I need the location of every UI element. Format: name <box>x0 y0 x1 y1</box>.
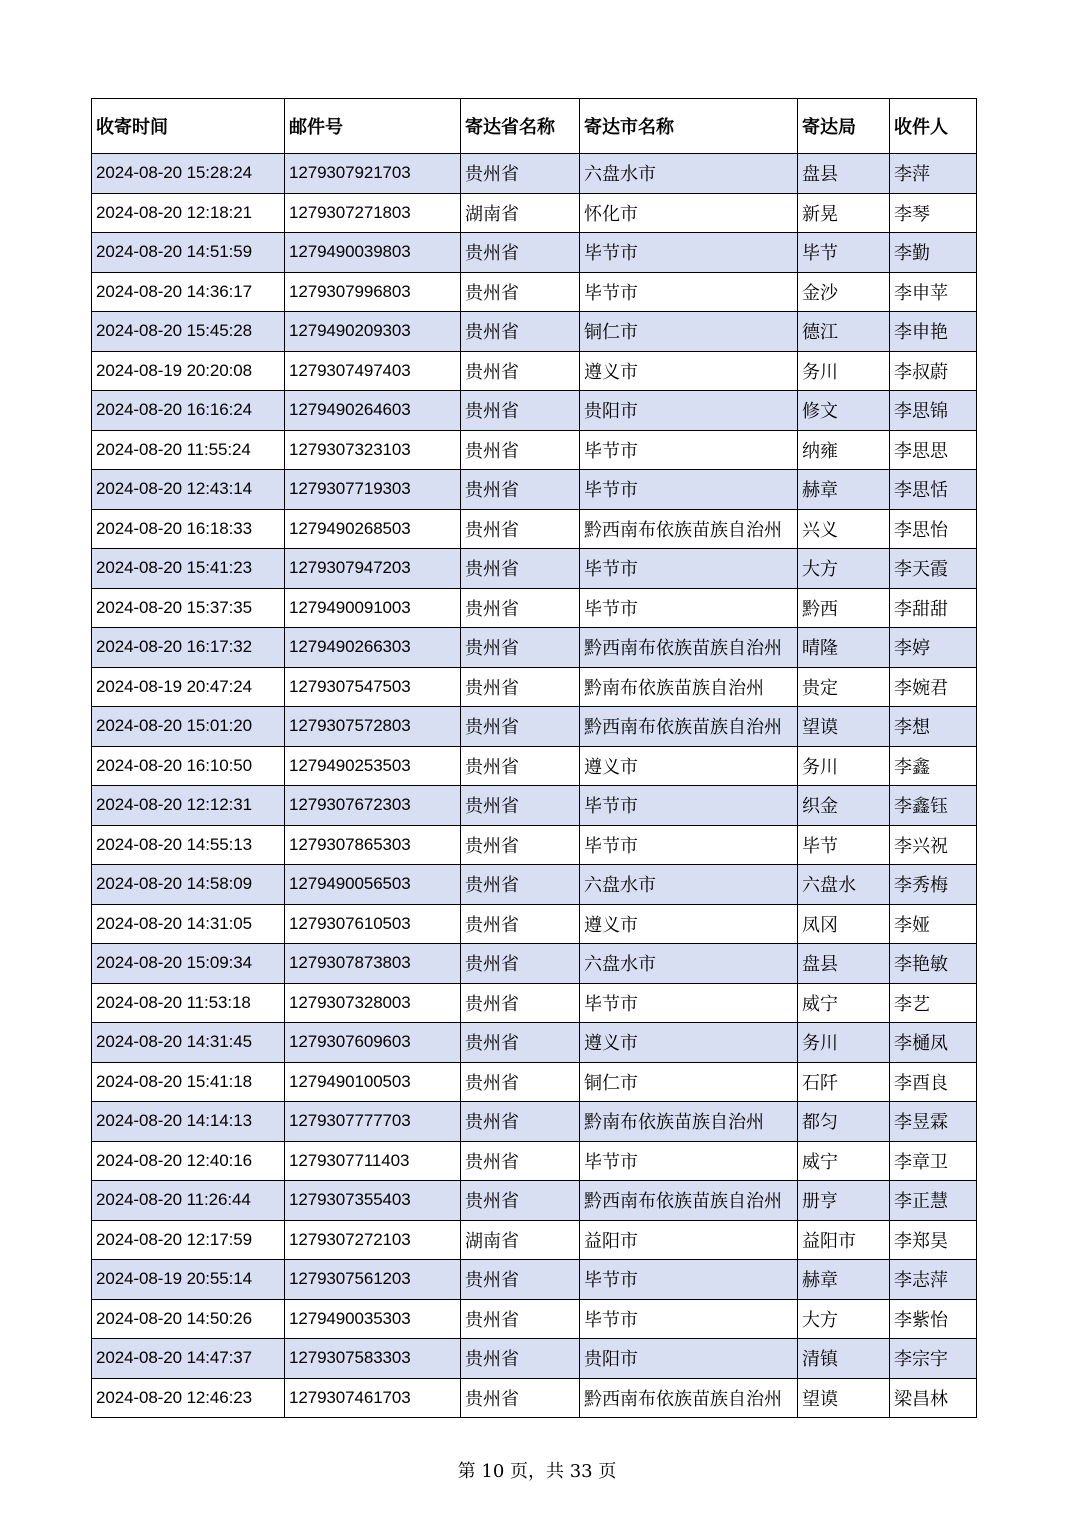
table-row <box>92 1141 977 1181</box>
posting-time-cell: 2024-08-20 16:16:24 <box>92 391 285 431</box>
recipient-cell: 李婉君 <box>890 667 977 707</box>
city-cell: 怀化市 <box>580 193 798 233</box>
office-cell: 务川 <box>798 351 890 391</box>
recipient-cell: 李樋凤 <box>890 1023 977 1063</box>
posting-time-cell: 2024-08-20 14:58:09 <box>92 865 285 905</box>
recipient-cell: 李思怡 <box>890 509 977 549</box>
city-cell: 遵义市 <box>580 904 798 944</box>
posting-time-cell: 2024-08-20 15:37:35 <box>92 588 285 628</box>
province-cell: 贵州省 <box>461 312 580 352</box>
table-row <box>92 193 977 233</box>
city-cell: 六盘水市 <box>580 154 798 194</box>
table-row <box>92 549 977 589</box>
recipient-cell: 梁昌林 <box>890 1378 977 1418</box>
mail-number-cell: 1279307610503 <box>285 904 461 944</box>
city-cell: 六盘水市 <box>580 944 798 984</box>
recipient-cell: 李秀梅 <box>890 865 977 905</box>
province-cell: 贵州省 <box>461 1299 580 1339</box>
mail-number-cell: 1279307996803 <box>285 272 461 312</box>
posting-time-cell: 2024-08-20 15:01:20 <box>92 707 285 747</box>
table-row <box>92 1378 977 1418</box>
province-cell: 贵州省 <box>461 1260 580 1300</box>
province-cell: 贵州省 <box>461 1023 580 1063</box>
recipient-cell: 李鑫 <box>890 746 977 786</box>
recipient-cell: 李昱霖 <box>890 1102 977 1142</box>
mail-number-cell: 1279307719303 <box>285 470 461 510</box>
province-cell: 贵州省 <box>461 588 580 628</box>
office-cell: 金沙 <box>798 272 890 312</box>
recipient-cell: 李思锦 <box>890 391 977 431</box>
mail-number-cell: 1279307711403 <box>285 1141 461 1181</box>
posting-time-cell: 2024-08-20 14:50:26 <box>92 1299 285 1339</box>
office-cell: 大方 <box>798 1299 890 1339</box>
table-row <box>92 1299 977 1339</box>
posting-time-cell: 2024-08-20 15:28:24 <box>92 154 285 194</box>
recipient-cell: 李琴 <box>890 193 977 233</box>
recipient-cell: 李兴祝 <box>890 825 977 865</box>
city-cell: 黔西南布依族苗族自治州 <box>580 707 798 747</box>
office-cell: 赫章 <box>798 1260 890 1300</box>
city-cell: 毕节市 <box>580 233 798 273</box>
office-cell: 毕节 <box>798 825 890 865</box>
recipient-cell: 李叔蔚 <box>890 351 977 391</box>
city-cell: 黔西南布依族苗族自治州 <box>580 628 798 668</box>
office-cell: 贵定 <box>798 667 890 707</box>
city-cell: 毕节市 <box>580 588 798 628</box>
recipient-cell: 李娅 <box>890 904 977 944</box>
recipient-cell: 李勤 <box>890 233 977 273</box>
posting-time-cell: 2024-08-20 14:31:45 <box>92 1023 285 1063</box>
office-cell: 都匀 <box>798 1102 890 1142</box>
city-cell: 黔南布依族苗族自治州 <box>580 667 798 707</box>
table-row <box>92 233 977 273</box>
posting-time-cell: 2024-08-20 12:43:14 <box>92 470 285 510</box>
city-cell: 遵义市 <box>580 746 798 786</box>
mail-number-cell: 1279490035303 <box>285 1299 461 1339</box>
mail-number-cell: 1279307921703 <box>285 154 461 194</box>
posting-time-cell: 2024-08-20 11:53:18 <box>92 983 285 1023</box>
city-cell: 铜仁市 <box>580 312 798 352</box>
province-cell: 贵州省 <box>461 391 580 431</box>
column-header-destination-province: 寄达省名称 <box>461 99 580 154</box>
mail-number-cell: 1279490268503 <box>285 509 461 549</box>
mail-number-cell: 1279490264603 <box>285 391 461 431</box>
office-cell: 册亨 <box>798 1181 890 1221</box>
table-row <box>92 1260 977 1300</box>
column-header-recipient: 收件人 <box>890 99 977 154</box>
recipient-cell: 李正慧 <box>890 1181 977 1221</box>
office-cell: 兴义 <box>798 509 890 549</box>
office-cell: 益阳市 <box>798 1220 890 1260</box>
office-cell: 毕节 <box>798 233 890 273</box>
office-cell: 大方 <box>798 549 890 589</box>
office-cell: 清镇 <box>798 1339 890 1379</box>
city-cell: 毕节市 <box>580 549 798 589</box>
mail-number-cell: 1279490091003 <box>285 588 461 628</box>
column-header-destination-city: 寄达市名称 <box>580 99 798 154</box>
recipient-cell: 李申苹 <box>890 272 977 312</box>
posting-time-cell: 2024-08-20 12:12:31 <box>92 786 285 826</box>
mail-number-cell: 1279490209303 <box>285 312 461 352</box>
posting-time-cell: 2024-08-20 14:14:13 <box>92 1102 285 1142</box>
city-cell: 毕节市 <box>580 1260 798 1300</box>
mail-number-cell: 1279307461703 <box>285 1378 461 1418</box>
recipient-cell: 李志萍 <box>890 1260 977 1300</box>
city-cell: 毕节市 <box>580 786 798 826</box>
province-cell: 贵州省 <box>461 470 580 510</box>
office-cell: 纳雍 <box>798 430 890 470</box>
posting-time-cell: 2024-08-20 14:36:17 <box>92 272 285 312</box>
posting-time-cell: 2024-08-20 16:17:32 <box>92 628 285 668</box>
province-cell: 贵州省 <box>461 351 580 391</box>
recipient-cell: 李郑昊 <box>890 1220 977 1260</box>
posting-time-cell: 2024-08-20 14:31:05 <box>92 904 285 944</box>
posting-time-cell: 2024-08-20 11:26:44 <box>92 1181 285 1221</box>
province-cell: 贵州省 <box>461 233 580 273</box>
province-cell: 贵州省 <box>461 154 580 194</box>
mail-number-cell: 1279307328003 <box>285 983 461 1023</box>
posting-time-cell: 2024-08-20 16:10:50 <box>92 746 285 786</box>
posting-time-cell: 2024-08-20 11:55:24 <box>92 430 285 470</box>
recipient-cell: 李宗宇 <box>890 1339 977 1379</box>
city-cell: 黔西南布依族苗族自治州 <box>580 509 798 549</box>
posting-time-cell: 2024-08-20 15:45:28 <box>92 312 285 352</box>
table-row <box>92 904 977 944</box>
office-cell: 望谟 <box>798 707 890 747</box>
table-row <box>92 746 977 786</box>
recipient-cell: 李酉良 <box>890 1062 977 1102</box>
mail-number-cell: 1279307865303 <box>285 825 461 865</box>
province-cell: 贵州省 <box>461 786 580 826</box>
office-cell: 晴隆 <box>798 628 890 668</box>
posting-time-cell: 2024-08-20 12:17:59 <box>92 1220 285 1260</box>
recipient-cell: 李思思 <box>890 430 977 470</box>
mail-number-cell: 1279307672303 <box>285 786 461 826</box>
office-cell: 望谟 <box>798 1378 890 1418</box>
city-cell: 黔西南布依族苗族自治州 <box>580 1181 798 1221</box>
province-cell: 贵州省 <box>461 904 580 944</box>
office-cell: 黔西 <box>798 588 890 628</box>
province-cell: 贵州省 <box>461 509 580 549</box>
mail-number-cell: 1279490266303 <box>285 628 461 668</box>
city-cell: 黔西南布依族苗族自治州 <box>580 1378 798 1418</box>
recipient-cell: 李章卫 <box>890 1141 977 1181</box>
province-cell: 贵州省 <box>461 707 580 747</box>
city-cell: 铜仁市 <box>580 1062 798 1102</box>
province-cell: 贵州省 <box>461 667 580 707</box>
table-row <box>92 272 977 312</box>
recipient-cell: 李紫怡 <box>890 1299 977 1339</box>
table-row <box>92 983 977 1023</box>
city-cell: 贵阳市 <box>580 1339 798 1379</box>
table-row <box>92 865 977 905</box>
column-header-destination-office: 寄达局 <box>798 99 890 154</box>
province-cell: 贵州省 <box>461 1181 580 1221</box>
office-cell: 新晃 <box>798 193 890 233</box>
posting-time-cell: 2024-08-20 12:40:16 <box>92 1141 285 1181</box>
recipient-cell: 李申艳 <box>890 312 977 352</box>
posting-time-cell: 2024-08-20 12:18:21 <box>92 193 285 233</box>
office-cell: 盘县 <box>798 944 890 984</box>
city-cell: 遵义市 <box>580 1023 798 1063</box>
table-row <box>92 1102 977 1142</box>
mail-number-cell: 1279307609603 <box>285 1023 461 1063</box>
column-header-posting-time: 收寄时间 <box>92 99 285 154</box>
table-row <box>92 707 977 747</box>
posting-time-cell: 2024-08-20 15:41:23 <box>92 549 285 589</box>
mail-records-table <box>91 98 977 1418</box>
table-row <box>92 391 977 431</box>
city-cell: 毕节市 <box>580 272 798 312</box>
recipient-cell: 李鑫钰 <box>890 786 977 826</box>
office-cell: 务川 <box>798 1023 890 1063</box>
province-cell: 贵州省 <box>461 944 580 984</box>
recipient-cell: 李想 <box>890 707 977 747</box>
province-cell: 贵州省 <box>461 272 580 312</box>
province-cell: 贵州省 <box>461 430 580 470</box>
recipient-cell: 李甜甜 <box>890 588 977 628</box>
page-number-footer: 第 10 页，共 33 页 <box>457 1461 617 1482</box>
recipient-cell: 李艳敏 <box>890 944 977 984</box>
province-cell: 贵州省 <box>461 746 580 786</box>
table-row <box>92 1023 977 1063</box>
column-header-mail-number: 邮件号 <box>285 99 461 154</box>
mail-number-cell: 1279490253503 <box>285 746 461 786</box>
province-cell: 贵州省 <box>461 1141 580 1181</box>
city-cell: 毕节市 <box>580 430 798 470</box>
mail-number-cell: 1279307355403 <box>285 1181 461 1221</box>
province-cell: 贵州省 <box>461 1339 580 1379</box>
table-header-row <box>92 99 977 154</box>
table-row <box>92 786 977 826</box>
recipient-cell: 李萍 <box>890 154 977 194</box>
province-cell: 贵州省 <box>461 1102 580 1142</box>
table-row <box>92 470 977 510</box>
recipient-cell: 李思恬 <box>890 470 977 510</box>
table-row <box>92 825 977 865</box>
posting-time-cell: 2024-08-20 14:47:37 <box>92 1339 285 1379</box>
table-row <box>92 628 977 668</box>
recipient-cell: 李艺 <box>890 983 977 1023</box>
table-row <box>92 1220 977 1260</box>
city-cell: 黔南布依族苗族自治州 <box>580 1102 798 1142</box>
posting-time-cell: 2024-08-19 20:55:14 <box>92 1260 285 1300</box>
mail-number-cell: 1279307547503 <box>285 667 461 707</box>
office-cell: 石阡 <box>798 1062 890 1102</box>
posting-time-cell: 2024-08-20 15:41:18 <box>92 1062 285 1102</box>
city-cell: 毕节市 <box>580 983 798 1023</box>
mail-number-cell: 1279307583303 <box>285 1339 461 1379</box>
table-body <box>92 154 977 1418</box>
posting-time-cell: 2024-08-20 14:55:13 <box>92 825 285 865</box>
province-cell: 贵州省 <box>461 1062 580 1102</box>
table-row <box>92 1181 977 1221</box>
office-cell: 织金 <box>798 786 890 826</box>
office-cell: 六盘水 <box>798 865 890 905</box>
mail-number-cell: 1279307497403 <box>285 351 461 391</box>
city-cell: 遵义市 <box>580 351 798 391</box>
table-row <box>92 1062 977 1102</box>
province-cell: 湖南省 <box>461 1220 580 1260</box>
office-cell: 赫章 <box>798 470 890 510</box>
city-cell: 毕节市 <box>580 470 798 510</box>
table-row <box>92 430 977 470</box>
mail-number-cell: 1279307572803 <box>285 707 461 747</box>
city-cell: 毕节市 <box>580 825 798 865</box>
recipient-cell: 李天霞 <box>890 549 977 589</box>
province-cell: 湖南省 <box>461 193 580 233</box>
table-row <box>92 588 977 628</box>
table-row <box>92 312 977 352</box>
office-cell: 务川 <box>798 746 890 786</box>
table-row <box>92 944 977 984</box>
office-cell: 德江 <box>798 312 890 352</box>
posting-time-cell: 2024-08-20 12:46:23 <box>92 1378 285 1418</box>
mail-number-cell: 1279307947203 <box>285 549 461 589</box>
mail-number-cell: 1279307561203 <box>285 1260 461 1300</box>
office-cell: 盘县 <box>798 154 890 194</box>
table-row <box>92 509 977 549</box>
city-cell: 毕节市 <box>580 1141 798 1181</box>
city-cell: 六盘水市 <box>580 865 798 905</box>
posting-time-cell: 2024-08-20 15:09:34 <box>92 944 285 984</box>
office-cell: 凤冈 <box>798 904 890 944</box>
table-row <box>92 154 977 194</box>
mail-number-cell: 1279307777703 <box>285 1102 461 1142</box>
province-cell: 贵州省 <box>461 1378 580 1418</box>
province-cell: 贵州省 <box>461 628 580 668</box>
office-cell: 威宁 <box>798 983 890 1023</box>
table-row <box>92 667 977 707</box>
recipient-cell: 李婷 <box>890 628 977 668</box>
province-cell: 贵州省 <box>461 983 580 1023</box>
mail-number-cell: 1279307873803 <box>285 944 461 984</box>
province-cell: 贵州省 <box>461 549 580 589</box>
table-row <box>92 351 977 391</box>
office-cell: 修文 <box>798 391 890 431</box>
posting-time-cell: 2024-08-20 16:18:33 <box>92 509 285 549</box>
posting-time-cell: 2024-08-20 14:51:59 <box>92 233 285 273</box>
office-cell: 威宁 <box>798 1141 890 1181</box>
city-cell: 贵阳市 <box>580 391 798 431</box>
mail-number-cell: 1279307271803 <box>285 193 461 233</box>
posting-time-cell: 2024-08-19 20:20:08 <box>92 351 285 391</box>
posting-time-cell: 2024-08-19 20:47:24 <box>92 667 285 707</box>
province-cell: 贵州省 <box>461 865 580 905</box>
mail-number-cell: 1279490056503 <box>285 865 461 905</box>
mail-number-cell: 1279307323103 <box>285 430 461 470</box>
table-row <box>92 1339 977 1379</box>
city-cell: 益阳市 <box>580 1220 798 1260</box>
mail-number-cell: 1279490039803 <box>285 233 461 273</box>
city-cell: 毕节市 <box>580 1299 798 1339</box>
mail-number-cell: 1279307272103 <box>285 1220 461 1260</box>
province-cell: 贵州省 <box>461 825 580 865</box>
mail-number-cell: 1279490100503 <box>285 1062 461 1102</box>
